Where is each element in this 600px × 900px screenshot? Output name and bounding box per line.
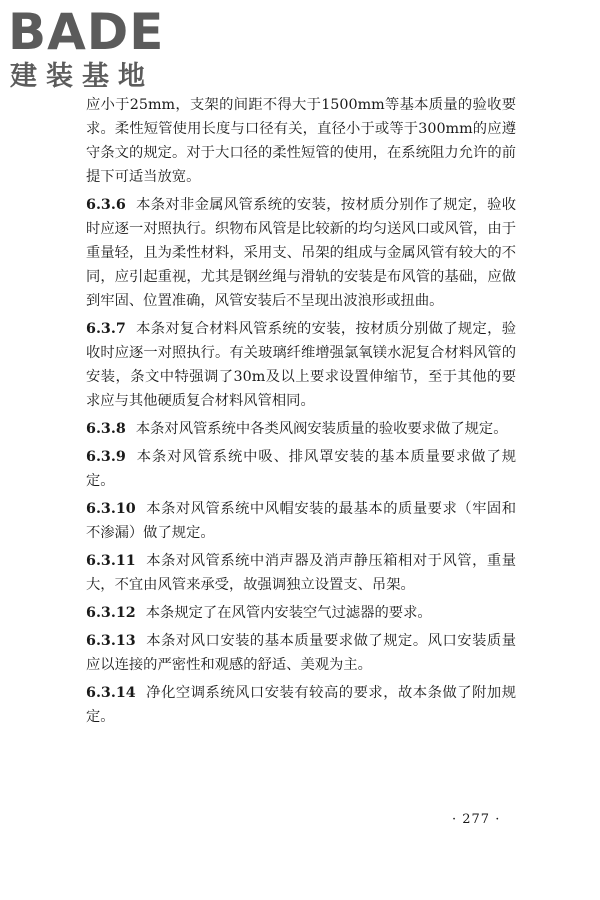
page-number: · 277 · [452, 812, 501, 827]
clause-text: 净化空调系统风口安装有较高的要求，故本条做了附加规定。 [86, 685, 516, 725]
clause-number: 6.3.11 [86, 553, 136, 569]
clause-number: 6.3.13 [86, 633, 136, 649]
logo-tagline: 建装基地 [10, 61, 154, 92]
clause-6-3-10 [86, 497, 516, 545]
clause-6-3-12 [86, 601, 516, 625]
clause-6-3-11 [86, 549, 516, 597]
page-body [86, 93, 516, 733]
clause-number: 6.3.14 [86, 685, 136, 701]
clause-number: 6.3.7 [86, 321, 126, 337]
clause-number: 6.3.10 [86, 501, 136, 517]
clause-text: 本条规定了在风管内安装空气过滤器的要求。 [145, 605, 432, 621]
clause-6-3-9 [86, 445, 516, 493]
clause-number: 6.3.9 [86, 449, 126, 465]
clause-number: 6.3.8 [86, 421, 126, 437]
clause-number: 6.3.6 [86, 197, 126, 213]
logo [8, 4, 178, 94]
clause-text: 本条对风管系统中各类风阀安装质量的验收要求做了规定。 [135, 421, 508, 437]
logo-brand: BADE [8, 3, 165, 61]
clause-text: 本条对风管系统中风帽安装的最基本的质量要求（牢固和不渗漏）做了规定。 [86, 501, 516, 541]
clause-text: 本条对风管系统中消声器及消声静压箱相对于风管，重量大，不宜由风管来承受，故强调独立设置支、吊架。 [86, 553, 516, 593]
clause-6-3-13 [86, 629, 516, 677]
clause-number: 6.3.12 [86, 605, 136, 621]
clause-text: 本条对非金属风管系统的安装，按材质分别作了规定，验收时应逐一对照执行。织物布风管是比较新的均匀送风口或风管，由于重量轻，且为柔性材料，采用支、吊架的组成与金属风管有较大的不同，应引起重视，尤其是钢丝绳与滑轨的安装是布风管的基础，应做到牢固、位置准确，风管安装后不呈现出波浪形或扭曲。 [86, 197, 516, 309]
clause-6-3-6 [86, 193, 516, 313]
clause-text: 本条对风管系统中吸、排风罩安装的基本质量要求做了规定。 [86, 449, 516, 489]
clause-6-3-8 [86, 417, 516, 441]
clause-6-3-7 [86, 317, 516, 413]
clause-text: 本条对复合材料风管系统的安装，按材质分别做了规定，验收时应逐一对照执行。有关玻璃纤维增强氯氧镁水泥复合材料风管的安装，条文中特强调了30m及以上要求设置伸缩节，至于其他的要求应与其他硬质复合材料风管相同。 [86, 321, 516, 409]
clause-6-3-14 [86, 681, 516, 729]
clause-text: 本条对风口安装的基本质量要求做了规定。风口安装质量应以连接的严密性和观感的舒适、美观为主。 [86, 633, 516, 673]
intro-paragraph: 应小于25mm，支架的间距不得大于1500mm等基本质量的验收要求。柔性短管使用长度与口径有关，直径小于或等于300mm的应遵守条文的规定。对于大口径的柔性短管的使用，在系统阻力允许的前提下可适当放宽。 [86, 97, 516, 185]
